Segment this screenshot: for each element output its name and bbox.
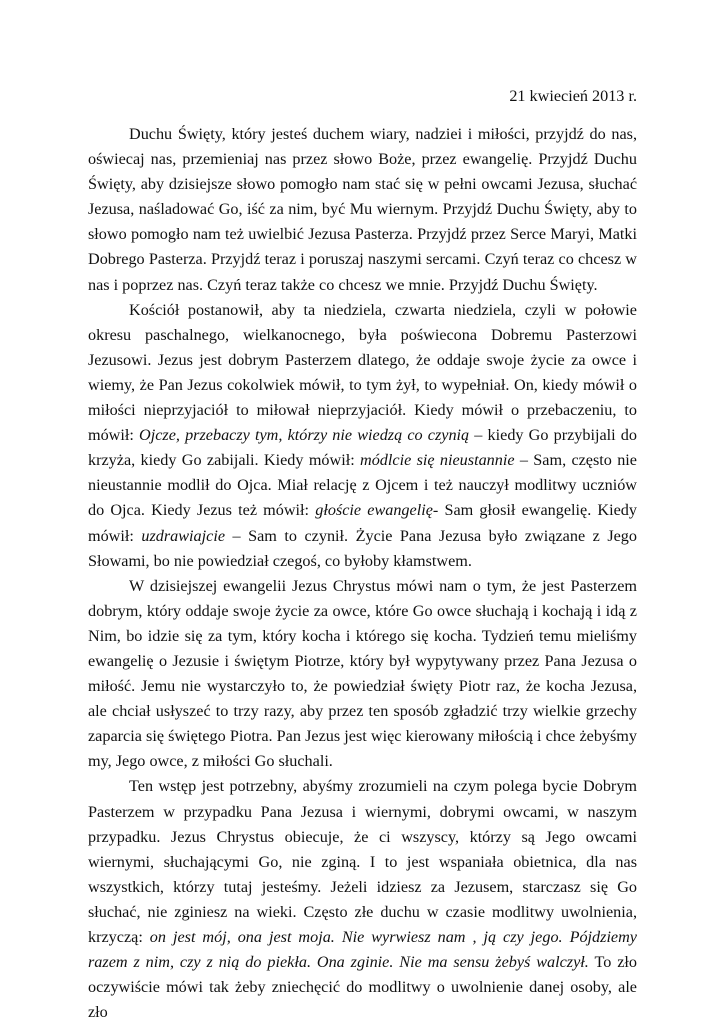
quote-evil-spirits: on jest mój, ona jest moja. Nie wyrwiesz nam , ją czy jego. Pójdziemy razem z nim, czy z nią do piekła. Ona zginie. Nie ma sensu żebyś walczył. xyxy=(88,928,637,972)
paragraph-introduction xyxy=(88,774,637,1025)
quote-preach: głoście ewangelię- xyxy=(315,501,439,520)
text-run: Ten wstęp jest potrzebny, abyśmy zrozumieli na czym polega bycie Dobrym Pasterzem w przypadku Pana Jezusa i wiernymi, dobrymi owcami, w naszym przypadku. Jezus Chrystus obiecuje, że ci wszyscy, którzy są Jego owcami wiernymi, słuchającymi Go, nie zginą. I to jest wspaniała obietnica, dla nas wszystkich, którzy tutaj jesteśmy. Jeżeli idziesz za Jezusem, starczasz się Go słuchać, nie zginiesz na wieki. Często złe duchu w czasie modlitwy uwolnienia, krzyczą: xyxy=(88,777,637,946)
paragraph-invocation xyxy=(88,122,637,298)
text-run: To zło oczywiście mówi tak żeby zniechęcić do modlitwy o uwolnienie danej osoby, ale zło xyxy=(88,953,637,1022)
document-date: 21 kwiecień 2013 r. xyxy=(509,87,637,105)
text-run: W dzisiejszej ewangelii Jezus Chrystus mówi nam o tym, że jest Pasterzem dobrym, który oddaje swoje życie za owce, które Go owce słuchają i kochają i idą z Nim, bo idzie się za tym, który kocha i którego się kocha. Tydzień temu mieliśmy ewangelię o Jezusie i świętym Piotrze, który był wypytywany przez Pana Jezusa o miłość. Jemu nie wystarczyło to, że powiedział święty Piotr raz, że kocha Jezusa, ale chciał usłyszeć to trzy razy, aby przez ten sposób zgładzić trzy wielkie grzechy zaparcia się świętego Piotra. Pan Jezus jest więc kierowany miłością i chce żebyśmy my, Jego owce, z miłości Go słuchali. xyxy=(88,576,637,771)
paragraph-good-shepherd-sunday xyxy=(88,298,637,574)
text-run: – Sam to czynił. Życie Pana Jezusa było związane z Jego Słowami, bo nie powiedział czegoś, co byłoby kłamstwem. xyxy=(88,526,637,570)
text-run: Sam głosił ewangelię. Kiedy mówił: xyxy=(88,501,637,545)
quote-heal: uzdrawiajcie xyxy=(141,526,226,545)
quote-forgive: Ojcze, przebaczy tym, którzy nie wiedzą co czynią xyxy=(139,426,470,445)
paragraph-todays-gospel xyxy=(88,574,637,775)
text-run: – kiedy Go przybijali do krzyża, kiedy Go zabijali. Kiedy mówił: xyxy=(88,426,637,470)
text-run: Duchu Święty, który jesteś duchem wiary, nadziei i miłości, przyjdź do nas, oświecaj nas, przemieniaj nas przez słowo Boże, przez ewangelię. Przyjdź Duchu Święty, aby dzisiejsze słowo pomogło nam stać się w pełni owcami Jezusa, słuchać Jezusa, naśladować Go, iść za nim, być Mu wiernym. Przyjdź Duchu Święty, aby to słowo pomogło nam też uwielbić Jezusa Pasterza. Przyjdź przez Serce Maryi, Matki Dobrego Pasterza. Przyjdź teraz i poruszaj naszymi sercami. Czyń teraz co chcesz w nas i poprzez nas. Czyń teraz także co chcesz we mnie. Przyjdź Duchu Święty. xyxy=(88,125,637,294)
quote-pray: módlcie się nieustannie xyxy=(360,451,515,470)
text-run: – Sam, często nie nieustannie modlił do Ojca. Miał relację z Ojcem i też nauczył modlitwy uczniów do Ojca. Kiedy Jezus też mówił: xyxy=(88,451,637,520)
text-run: Kościół postanowił, aby ta niedziela, czwarta niedziela, czyli w połowie okresu paschalnego, wielkanocnego, była poświecona Dobremu Pasterzowi Jezusowi. Jezus jest dobrym Pasterzem dlatego, że oddaje swoje życie za owce i wiemy, że Pan Jezus cokolwiek mówił, to tym żył, to wypełniał. On, kiedy mówił o miłości nieprzyjaciół to miłował nieprzyjaciół. Kiedy mówił o przebaczeniu, to mówił: xyxy=(88,300,637,445)
